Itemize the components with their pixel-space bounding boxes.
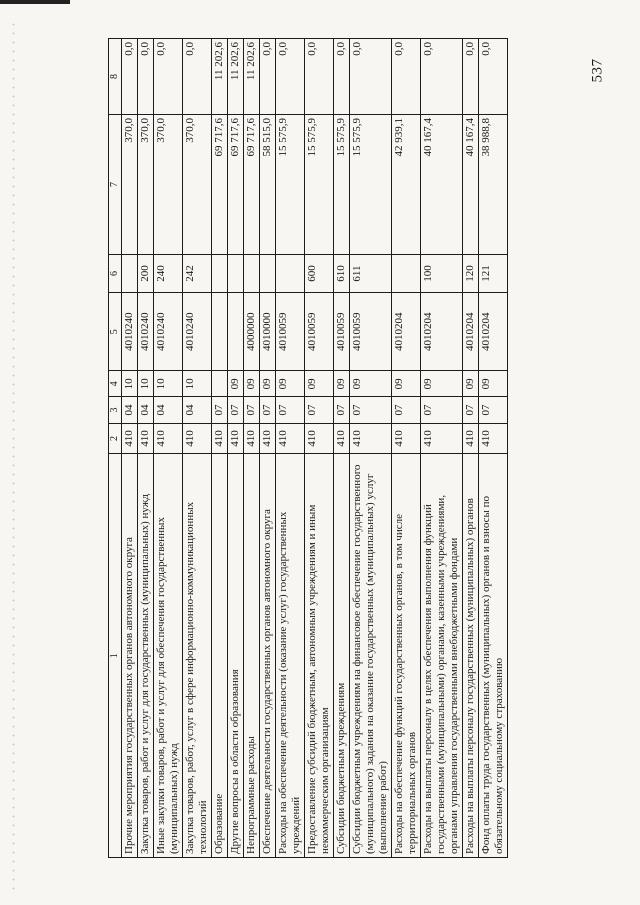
row-amount-2: 0,0 [392, 39, 421, 115]
row-target-article: 4010000 [260, 293, 276, 371]
row-amount-2: 0,0 [260, 39, 276, 115]
table-header-row [109, 39, 122, 858]
row-ministry-code: 410 [334, 423, 350, 454]
row-ministry-code: 410 [463, 423, 479, 454]
row-amount-1: 38 988,8 [479, 115, 508, 255]
row-expense-type [392, 255, 421, 293]
header-cell: 5 [109, 293, 122, 371]
row-expense-type [122, 255, 138, 293]
row-target-article: 4010240 [122, 293, 138, 371]
row-ministry-code: 410 [276, 423, 305, 454]
table-row [138, 39, 154, 858]
table-row [183, 39, 212, 858]
row-amount-1: 15 575,9 [276, 115, 305, 255]
row-target-article: 4010204 [479, 293, 508, 371]
header-cell: 6 [109, 255, 122, 293]
row-amount-1: 15 575,9 [305, 115, 334, 255]
row-amount-2: 0,0 [334, 39, 350, 115]
row-amount-1: 370,0 [154, 115, 183, 255]
row-expense-type: 240 [154, 255, 183, 293]
row-section-code: 07 [244, 397, 260, 423]
row-subsection-code: 10 [138, 371, 154, 397]
row-ministry-code: 410 [122, 423, 138, 454]
row-description: Иные закупки товаров, работ и услуг для обеспечения государственных (муниципальных) нужд [154, 454, 183, 858]
row-subsection-code: 09 [421, 371, 463, 397]
row-amount-1: 370,0 [183, 115, 212, 255]
page-number: 537 [589, 58, 606, 83]
row-target-article: 4010240 [154, 293, 183, 371]
table-row [305, 39, 334, 858]
row-target-article: 4010059 [334, 293, 350, 371]
row-amount-1: 370,0 [138, 115, 154, 255]
row-expense-type: 200 [138, 255, 154, 293]
table-row [122, 39, 138, 858]
row-target-article: 4010059 [276, 293, 305, 371]
table-row [276, 39, 305, 858]
row-amount-2: 11 202,6 [212, 39, 228, 115]
row-ministry-code: 410 [479, 423, 508, 454]
row-amount-2: 0,0 [122, 39, 138, 115]
row-target-article [228, 293, 244, 371]
row-amount-1: 69 717,6 [212, 115, 228, 255]
row-ministry-code: 410 [305, 423, 334, 454]
row-amount-2: 0,0 [276, 39, 305, 115]
row-amount-2: 0,0 [183, 39, 212, 115]
header-cell: 4 [109, 371, 122, 397]
row-amount-2: 11 202,6 [244, 39, 260, 115]
row-section-code: 07 [479, 397, 508, 423]
row-amount-1: 370,0 [122, 115, 138, 255]
header-cell: 1 [109, 454, 122, 858]
row-target-article [212, 293, 228, 371]
row-amount-1: 42 939,1 [392, 115, 421, 255]
row-amount-1: 40 167,4 [463, 115, 479, 255]
row-expense-type [228, 255, 244, 293]
row-target-article: 4010204 [392, 293, 421, 371]
row-subsection-code: 10 [183, 371, 212, 397]
table-row [479, 39, 508, 858]
table-row [244, 39, 260, 858]
budget-table [108, 38, 508, 858]
row-description: Закупка товаров, работ, услуг в сфере информационно-коммуникационных технологий [183, 454, 212, 858]
row-expense-type: 100 [421, 255, 463, 293]
row-section-code: 07 [334, 397, 350, 423]
table-row [334, 39, 350, 858]
row-description: Расходы на обеспечение деятельности (оказание услуг) государственных учреждений [276, 454, 305, 858]
row-description: Расходы на обеспечение функций государственных органов, в том числе территориальных органов [392, 454, 421, 858]
table-row [463, 39, 479, 858]
row-description: Субсидии бюджетным учреждениям [334, 454, 350, 858]
row-expense-type: 121 [479, 255, 508, 293]
row-section-code: 04 [154, 397, 183, 423]
row-subsection-code: 10 [122, 371, 138, 397]
row-subsection-code: 09 [276, 371, 305, 397]
row-description: Другие вопросы в области образования [228, 454, 244, 858]
row-ministry-code: 410 [260, 423, 276, 454]
row-ministry-code: 410 [350, 423, 392, 454]
row-ministry-code: 410 [212, 423, 228, 454]
row-section-code: 07 [463, 397, 479, 423]
row-subsection-code [212, 371, 228, 397]
row-subsection-code: 09 [228, 371, 244, 397]
row-target-article: 4010240 [138, 293, 154, 371]
row-subsection-code: 09 [334, 371, 350, 397]
row-amount-1: 40 167,4 [421, 115, 463, 255]
row-amount-2: 0,0 [479, 39, 508, 115]
row-subsection-code: 09 [350, 371, 392, 397]
row-description: Расходы на выплаты персоналу в целях обеспечения выполнения функций государственными (муниципальными) органами, казенными учреждениями, органами управления государственными внебюджетными фондами [421, 454, 463, 858]
row-target-article: 4000000 [244, 293, 260, 371]
rotated-table-frame [108, 38, 640, 858]
row-section-code: 07 [350, 397, 392, 423]
row-expense-type: 610 [334, 255, 350, 293]
budget-table-body [109, 39, 508, 858]
header-cell: 2 [109, 423, 122, 454]
row-subsection-code: 09 [260, 371, 276, 397]
row-section-code: 04 [183, 397, 212, 423]
row-ministry-code: 410 [228, 423, 244, 454]
row-expense-type: 611 [350, 255, 392, 293]
header-cell: 7 [109, 115, 122, 255]
header-cell: 3 [109, 397, 122, 423]
row-section-code: 07 [212, 397, 228, 423]
row-ministry-code: 410 [244, 423, 260, 454]
row-description: Непрограммные расходы [244, 454, 260, 858]
row-amount-2: 0,0 [305, 39, 334, 115]
table-row [154, 39, 183, 858]
row-description: Субсидии бюджетным учреждениям на финансовое обеспечение государственного (муниципального) задания на оказание государственных (муниципальных) услуг (выполнение работ) [350, 454, 392, 858]
row-amount-1: 69 717,6 [228, 115, 244, 255]
row-amount-2: 0,0 [350, 39, 392, 115]
row-description: Прочие мероприятия государственных органов автономного округа [122, 454, 138, 858]
row-expense-type [260, 255, 276, 293]
row-target-article: 4010204 [421, 293, 463, 371]
row-subsection-code: 09 [463, 371, 479, 397]
row-amount-1: 58 515,0 [260, 115, 276, 255]
row-expense-type: 242 [183, 255, 212, 293]
row-description: Обеспечение деятельности государственных органов автономного округа [260, 454, 276, 858]
row-target-article: 4010204 [463, 293, 479, 371]
row-ministry-code: 410 [138, 423, 154, 454]
row-ministry-code: 410 [183, 423, 212, 454]
table-row [212, 39, 228, 858]
row-expense-type [212, 255, 228, 293]
row-subsection-code: 09 [305, 371, 334, 397]
row-section-code: 07 [421, 397, 463, 423]
row-amount-2: 0,0 [421, 39, 463, 115]
row-expense-type [244, 255, 260, 293]
row-expense-type: 600 [305, 255, 334, 293]
scan-edge-mark [0, 0, 70, 4]
row-target-article: 4010240 [183, 293, 212, 371]
row-amount-2: 0,0 [463, 39, 479, 115]
row-subsection-code: 09 [392, 371, 421, 397]
table-row [260, 39, 276, 858]
table-row [228, 39, 244, 858]
row-description: Предоставление субсидий бюджетным, автономным учреждениям и иным некоммерческим организациям [305, 454, 334, 858]
row-section-code: 07 [228, 397, 244, 423]
row-description: Фонд оплаты труда государственных (муниципальных) органов и взносы по обязательному социальному страхованию [479, 454, 508, 858]
row-subsection-code: 09 [479, 371, 508, 397]
table-row [350, 39, 392, 858]
row-amount-2: 0,0 [154, 39, 183, 115]
header-cell: 8 [109, 39, 122, 115]
row-section-code: 07 [260, 397, 276, 423]
row-section-code: 07 [305, 397, 334, 423]
row-description: Расходы на выплаты персоналу государственных (муниципальных) органов [463, 454, 479, 858]
row-section-code: 04 [122, 397, 138, 423]
row-section-code: 04 [138, 397, 154, 423]
row-amount-1: 15 575,9 [334, 115, 350, 255]
row-amount-1: 15 575,9 [350, 115, 392, 255]
row-ministry-code: 410 [154, 423, 183, 454]
row-target-article: 4010059 [350, 293, 392, 371]
table-row [421, 39, 463, 858]
row-section-code: 07 [276, 397, 305, 423]
row-description: Образование [212, 454, 228, 858]
row-amount-1: 69 717,6 [244, 115, 260, 255]
row-description: Закупка товаров, работ и услуг для государственных (муниципальных) нужд [138, 454, 154, 858]
row-ministry-code: 410 [392, 423, 421, 454]
row-amount-2: 0,0 [138, 39, 154, 115]
row-section-code: 07 [392, 397, 421, 423]
row-expense-type [276, 255, 305, 293]
row-subsection-code: 09 [244, 371, 260, 397]
row-expense-type: 120 [463, 255, 479, 293]
table-row [392, 39, 421, 858]
binding-gutter [12, 20, 15, 890]
row-target-article: 4010059 [305, 293, 334, 371]
row-subsection-code: 10 [154, 371, 183, 397]
rotated-table-content [108, 38, 640, 858]
row-amount-2: 11 202,6 [228, 39, 244, 115]
row-ministry-code: 410 [421, 423, 463, 454]
